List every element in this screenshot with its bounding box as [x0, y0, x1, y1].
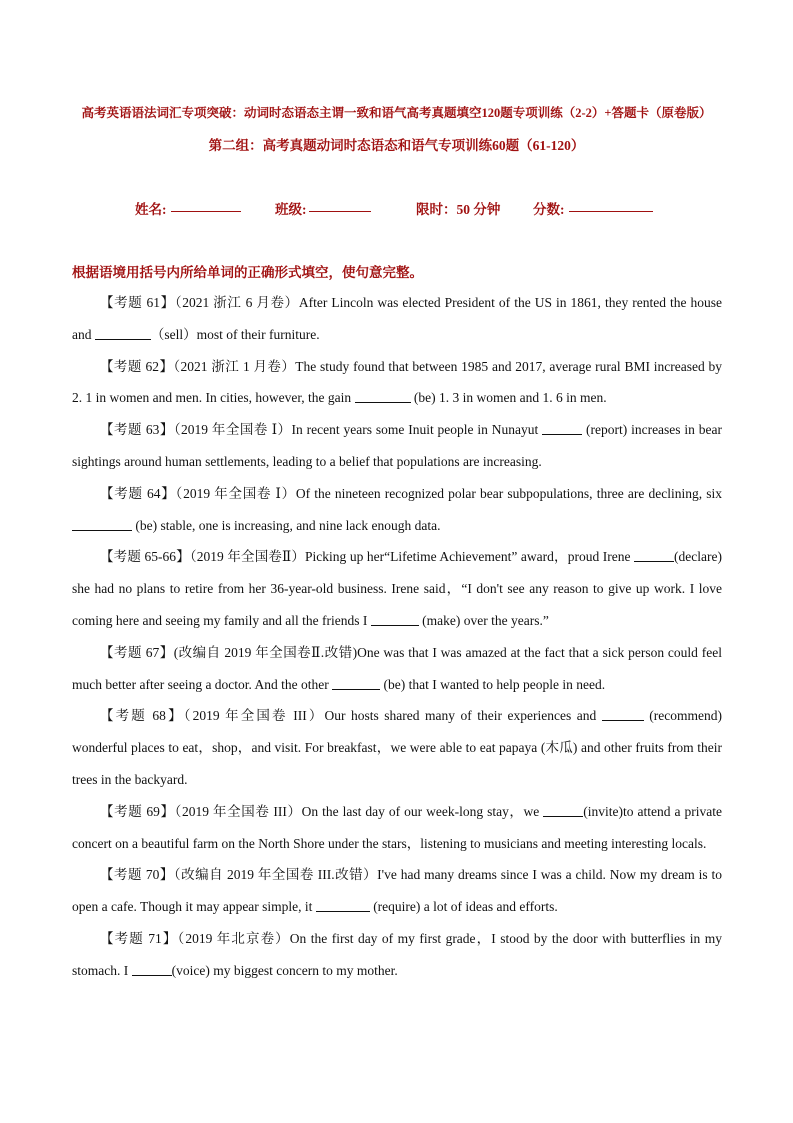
name-label: 姓名: — [135, 202, 167, 217]
question-item — [72, 859, 722, 923]
question-text: One was that I was amazed at the fact that a sick person could feel much better after seeing a doctor. And the other — [72, 644, 723, 692]
question-text: On the first day of my first grade，I stood by the door with butterflies in my stomach. I — [72, 930, 722, 978]
question-item — [72, 287, 722, 351]
question-item — [72, 796, 722, 860]
question-source: （2019 年全国卷Ⅱ） — [189, 549, 306, 565]
question-label: 【考题 65-66】 — [100, 549, 190, 565]
question-label: 【考题 67】 — [100, 644, 174, 660]
question-source: （2021 浙江 1 月卷） — [173, 358, 296, 374]
question-text: On the last day of our week-long stay，we — [301, 803, 544, 819]
question-source: （2019 年北京卷） — [177, 930, 290, 946]
question-item — [72, 923, 722, 987]
time-limit: 限时：50 分钟 — [416, 202, 501, 217]
page-subtitle: 第二组：高考真题动词时态语态和语气专项训练60题（61-120） — [208, 138, 585, 153]
question-text: (invite)to attend a private concert on a beautiful farm on the North Shore under the stars，listening to musicians and meeting interesting locals. — [72, 803, 722, 851]
question-text: (declare) she had no plans to retire from her 36-year-old business. Irene said，“I don't see any reason to give up work. I love coming here and seeing my family and all the friends I — [72, 549, 722, 628]
score-field[interactable] — [533, 198, 565, 218]
question-text: Picking up her“Lifetime Achievement” award，proud Irene — [305, 549, 635, 565]
question-item — [72, 541, 722, 636]
question-item — [72, 414, 722, 478]
page-title: 高考英语语法词汇专项突破：动词时态语态主谓一致和语气高考真题填空120题专项训练（2-2）+答题卡（原卷版） — [81, 106, 712, 120]
question-text: (make) over the years.” — [418, 612, 549, 628]
question-source: （改编自 2019 年全国卷 III.改错） — [173, 867, 378, 883]
answer-blank[interactable] — [132, 963, 172, 976]
question-text: (recommend) wonderful places to eat，shop，and visit. For breakfast，we were able to eat papaya (木瓜) and other fruits from their trees in the backyard. — [72, 708, 722, 787]
class-field[interactable] — [275, 198, 307, 218]
question-item — [72, 478, 722, 542]
instruction-text: 根据语境用括号内所给单词的正确形式填空，使句意完整。 — [72, 265, 423, 280]
answer-blank[interactable] — [332, 677, 380, 690]
question-text: (voice) my biggest concern to my mother. — [171, 962, 398, 978]
class-label: 班级: — [275, 202, 307, 217]
question-source: （2019 年全国卷 Ⅰ） — [173, 422, 292, 438]
question-text: (be) stable, one is increasing, and nine lack enough data. — [132, 517, 441, 533]
question-text: （sell）most of their furniture. — [150, 326, 320, 342]
answer-blank[interactable] — [634, 549, 674, 562]
question-text: (require) a lot of ideas and efforts. — [369, 899, 558, 915]
question-item — [72, 351, 722, 415]
answer-blank[interactable] — [355, 390, 411, 403]
question-label: 【考题 61】 — [100, 295, 175, 310]
answer-blank[interactable] — [371, 613, 419, 626]
question-label: 【考题 62】 — [100, 358, 174, 374]
question-text: In recent years some Inuit people in Nunayut — [291, 422, 543, 438]
answer-blank[interactable] — [95, 327, 151, 340]
question-label: 【考题 64】 — [100, 485, 176, 501]
question-item — [72, 700, 722, 795]
class-blank[interactable] — [309, 198, 371, 212]
question-text: The study found that between 1985 and 2017, average rural BMI increased by 2. 1 in women and men. In cities, however, the gain — [72, 358, 722, 406]
question-label: 【考题 71】 — [100, 930, 178, 946]
question-text: (be) that I wanted to help people in need. — [380, 676, 606, 692]
question-text: After Lincoln was elected President of the US in 1861, they rented the house and — [72, 295, 723, 342]
question-label: 【考题 63】 — [100, 422, 174, 438]
question-label: 【考题 68】 — [100, 708, 184, 724]
question-text: (report) increases in bear sightings around human settlements, leading to a belief that populations are increasing. — [72, 422, 723, 469]
question-text: Of the nineteen recognized polar bear subpopulations, three are declining, six — [295, 485, 722, 501]
question-source: （2019 年全国卷 Ⅰ） — [175, 485, 296, 501]
question-list — [72, 287, 722, 987]
question-item — [72, 637, 722, 701]
question-text: I've had many dreams since I was a child. Now my dream is to open a cafe. Though it may appear simple, it — [72, 867, 723, 915]
answer-blank[interactable] — [602, 708, 644, 721]
question-source: （2021 浙江 6 月卷） — [174, 295, 299, 310]
question-source: (改编自 2019 年全国卷Ⅱ.改错) — [173, 644, 358, 660]
score-blank[interactable] — [569, 198, 653, 212]
question-label: 【考题 69】 — [100, 803, 175, 819]
name-blank[interactable] — [171, 198, 241, 212]
question-text: Our hosts shared many of their experiences and — [324, 708, 602, 724]
answer-blank[interactable] — [72, 518, 132, 531]
score-label: 分数: — [533, 202, 565, 217]
question-label: 【考题 70】 — [100, 867, 174, 883]
answer-blank[interactable] — [543, 804, 583, 817]
answer-blank[interactable] — [316, 899, 370, 912]
question-text: (be) 1. 3 in women and 1. 6 in men. — [410, 390, 607, 406]
answer-blank[interactable] — [542, 422, 582, 435]
question-source: （2019 年全国卷 III） — [183, 708, 325, 724]
question-source: （2019 年全国卷 III） — [174, 803, 302, 819]
name-field[interactable] — [135, 198, 167, 218]
